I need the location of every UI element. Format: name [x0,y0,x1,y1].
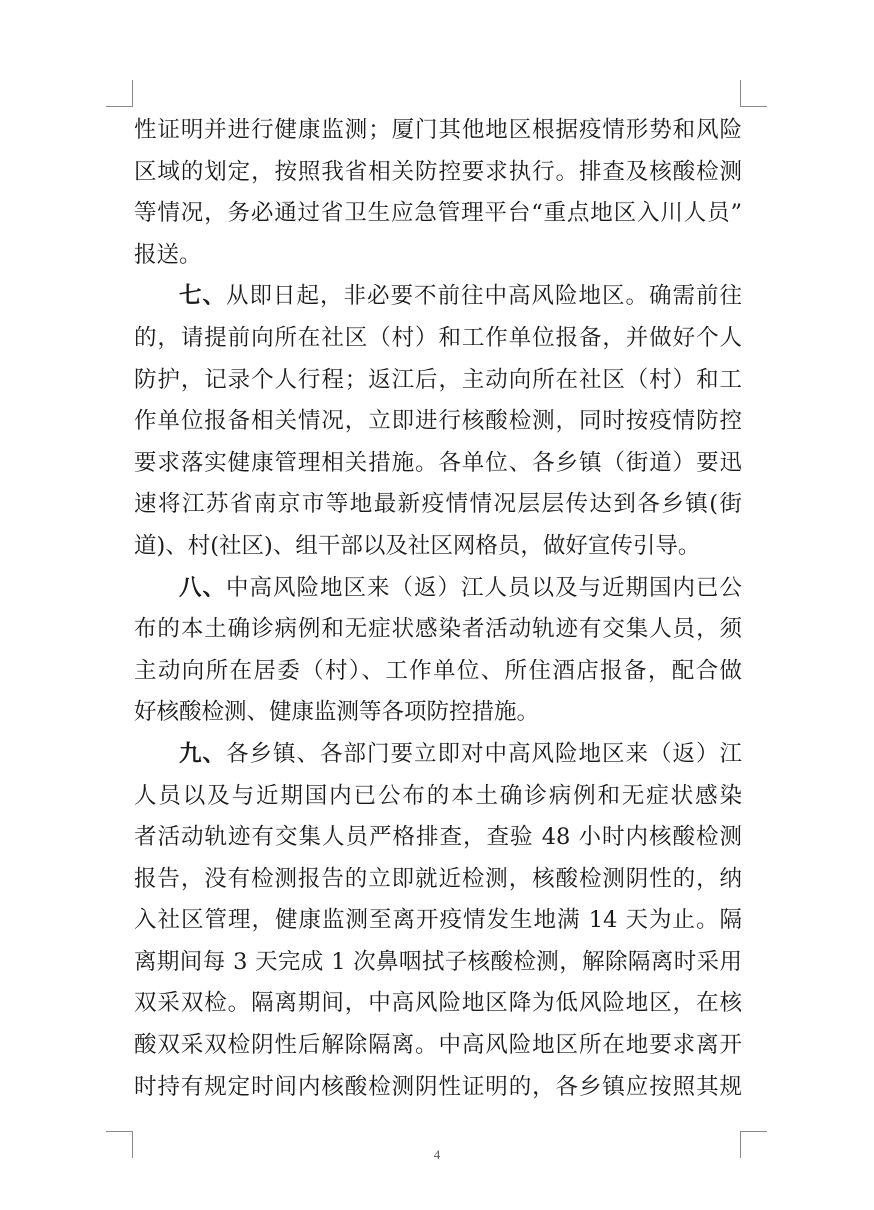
paragraph [134,110,742,276]
text-line: 报告，没有检测报告的立即就近检测，核酸检测阴性的，纳 [134,865,742,892]
paragraph [134,568,742,734]
crop-mark-top-right [740,80,767,107]
text-line: 作单位报备相关情况，立即进行核酸检测，同时按疫情防控 [134,408,742,435]
text-line: 酸双采双检阴性后解除隔离。中高风险地区所在地要求离开 [134,1032,742,1059]
text-line [134,276,742,318]
text-line: 主动向所在居委（村）、工作单位、所住酒店报备，配合做 [134,657,742,684]
text-line: 好核酸检测、健康监测等各项防控措施。 [134,699,540,726]
text-line: 双采双检。隔离期间，中高风险地区降为低风险地区，在核 [134,990,742,1017]
text-line: 道)、村(社区)、组干部以及社区网格员，做好宣传引导。 [134,532,701,559]
paragraph [134,734,742,1108]
text-line: 的，请提前向所在社区（村）和工作单位报备，并做好个人 [134,324,742,351]
line-text: 中高风险地区来（返）江人员以及与近期国内已公 [226,574,742,601]
page-number: 4 [433,1147,441,1162]
text-line: 布的本土确诊病例和无症状感染者活动轨迹有交集人员，须 [134,616,742,643]
text-line: 离期间每 3 天完成 1 次鼻咽拭子核酸检测，解除隔离时采用 [134,948,742,975]
text-line: 区域的划定，按照我省相关防控要求执行。排查及核酸检测 [134,158,742,185]
text-line: 报送。 [134,241,202,268]
text-line: 者活动轨迹有交集人员严格排查，查验 48 小时内核酸检测 [134,824,742,851]
section-number: 九、 [179,740,226,767]
paragraph [134,276,742,567]
text-line: 性证明并进行健康监测；厦门其他地区根据疫情形势和风险 [134,117,742,143]
text-line: 人员以及与近期国内已公布的本土确诊病例和无症状感染 [134,782,742,809]
text-line: 入社区管理，健康监测至离开疫情发生地满 14 天为止。隔 [134,907,742,934]
text-line: 要求落实健康管理相关措施。各单位、各乡镇（街道）要迅 [134,449,742,476]
section-number: 八、 [179,574,226,601]
text-line [134,568,742,610]
text-line: 等情况，务必通过省卫生应急管理平台“重点地区入川人员” [134,200,742,227]
crop-mark-top-left [106,80,133,107]
text-line: 防护，记录个人行程；返江后，主动向所在社区（村）和工 [134,366,742,393]
text-line: 速将江苏省南京市等地最新疫情情况层层传达到各乡镇(街 [134,491,742,518]
line-text: 从即日起，非必要不前往中高风险地区。确需前往 [226,283,742,310]
document-body [134,110,742,1108]
section-number: 七、 [179,283,226,310]
text-line: 时持有规定时间内核酸检测阴性证明的，各乡镇应按照其规 [134,1073,742,1100]
line-text: 各乡镇、各部门要立即对中高风险地区来（返）江 [226,740,742,767]
text-line [134,734,742,776]
